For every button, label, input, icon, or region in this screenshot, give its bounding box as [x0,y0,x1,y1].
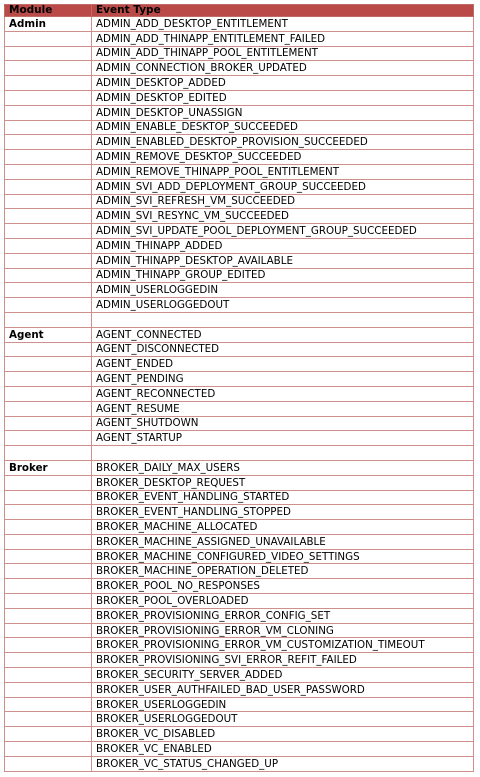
table-row [5,638,474,653]
table-row [5,90,474,105]
module-cell [5,312,92,327]
module-cell [5,31,92,46]
header-event-type: Event Type [92,5,474,17]
table-row [5,756,474,771]
module-cell [5,697,92,712]
module-cell [5,534,92,549]
module-cell [5,579,92,594]
module-cell [5,727,92,742]
table-row [5,579,474,594]
module-cell [5,505,92,520]
module-cell: Agent [5,327,92,342]
module-cell [5,76,92,91]
table-row [5,224,474,239]
module-cell [5,268,92,283]
event-type-cell: ADMIN_CONNECTION_BROKER_UPDATED [92,61,474,76]
event-type-cell: BROKER_DAILY_MAX_USERS [92,460,474,475]
event-type-cell: ADMIN_ADD_DESKTOP_ENTITLEMENT [92,17,474,32]
event-type-cell: BROKER_MACHINE_ASSIGNED_UNAVAILABLE [92,534,474,549]
module-cell [5,564,92,579]
table-row [5,446,474,461]
table-row [5,298,474,313]
table-row [5,431,474,446]
table-row [5,549,474,564]
module-cell [5,756,92,771]
table-row [5,712,474,727]
module-cell [5,61,92,76]
event-type-cell: AGENT_PENDING [92,372,474,387]
module-cell [5,283,92,298]
event-table [4,4,474,772]
table-row [5,682,474,697]
table-row [5,209,474,224]
event-type-cell: ADMIN_USERLOGGEDOUT [92,298,474,313]
table-row [5,416,474,431]
module-cell [5,135,92,150]
table-row [5,120,474,135]
module-cell [5,253,92,268]
table-row [5,594,474,609]
module-cell [5,638,92,653]
module-cell: Admin [5,17,92,32]
event-type-cell: BROKER_MACHINE_ALLOCATED [92,520,474,535]
module-cell [5,608,92,623]
table-row [5,727,474,742]
event-type-cell: AGENT_RECONNECTED [92,386,474,401]
table-row [5,386,474,401]
table-row [5,520,474,535]
event-type-cell: BROKER_USERLOGGEDIN [92,697,474,712]
table-row [5,135,474,150]
event-type-cell: BROKER_USERLOGGEDOUT [92,712,474,727]
module-cell [5,682,92,697]
table-row [5,46,474,61]
event-type-cell: BROKER_PROVISIONING_ERROR_VM_CLONING [92,623,474,638]
table-row [5,490,474,505]
table-row [5,179,474,194]
table-row [5,150,474,165]
module-cell [5,238,92,253]
table-row [5,668,474,683]
module-cell [5,742,92,757]
event-type-cell: ADMIN_ADD_THINAPP_ENTITLEMENT_FAILED [92,31,474,46]
module-cell [5,475,92,490]
table-row [5,505,474,520]
event-type-cell: AGENT_SHUTDOWN [92,416,474,431]
table-row [5,105,474,120]
event-type-cell [92,446,474,461]
event-type-cell: ADMIN_REMOVE_DESKTOP_SUCCEEDED [92,150,474,165]
event-type-cell: ADMIN_THINAPP_DESKTOP_AVAILABLE [92,253,474,268]
table-row [5,194,474,209]
table-row [5,357,474,372]
module-cell [5,594,92,609]
event-type-cell: AGENT_DISCONNECTED [92,342,474,357]
table-row [5,17,474,32]
event-type-cell: BROKER_VC_DISABLED [92,727,474,742]
event-type-cell: ADMIN_SVI_UPDATE_POOL_DEPLOYMENT_GROUP_SUCCEEDED [92,224,474,239]
module-cell [5,120,92,135]
module-cell [5,490,92,505]
event-table-container [4,4,473,772]
module-cell [5,431,92,446]
event-type-cell: ADMIN_REMOVE_THINAPP_POOL_ENTITLEMENT [92,164,474,179]
table-row [5,164,474,179]
event-type-cell: ADMIN_ENABLE_DESKTOP_SUCCEEDED [92,120,474,135]
event-type-cell: BROKER_POOL_OVERLOADED [92,594,474,609]
table-row [5,61,474,76]
module-cell [5,179,92,194]
event-type-cell: BROKER_PROVISIONING_ERROR_VM_CUSTOMIZATION_TIMEOUT [92,638,474,653]
table-row [5,460,474,475]
table-row [5,283,474,298]
module-cell [5,653,92,668]
event-type-cell: BROKER_VC_ENABLED [92,742,474,757]
module-cell [5,46,92,61]
event-type-cell: BROKER_MACHINE_CONFIGURED_VIDEO_SETTINGS [92,549,474,564]
module-cell [5,446,92,461]
table-row [5,653,474,668]
event-type-cell: AGENT_RESUME [92,401,474,416]
module-cell [5,623,92,638]
event-type-cell: ADMIN_THINAPP_GROUP_EDITED [92,268,474,283]
event-type-cell: ADMIN_DESKTOP_EDITED [92,90,474,105]
event-type-cell: BROKER_EVENT_HANDLING_STOPPED [92,505,474,520]
table-row [5,564,474,579]
event-type-cell: ADMIN_SVI_RESYNC_VM_SUCCEEDED [92,209,474,224]
event-type-cell: ADMIN_ENABLED_DESKTOP_PROVISION_SUCCEEDED [92,135,474,150]
table-row [5,401,474,416]
header-module: Module [5,5,92,17]
event-type-cell: BROKER_MACHINE_OPERATION_DELETED [92,564,474,579]
event-type-cell: ADMIN_DESKTOP_UNASSIGN [92,105,474,120]
module-cell [5,164,92,179]
module-cell: Broker [5,460,92,475]
event-type-cell: ADMIN_ADD_THINAPP_POOL_ENTITLEMENT [92,46,474,61]
module-cell [5,549,92,564]
module-cell [5,150,92,165]
module-cell [5,357,92,372]
module-cell [5,372,92,387]
table-row [5,475,474,490]
module-cell [5,712,92,727]
module-cell [5,386,92,401]
module-cell [5,520,92,535]
table-row [5,372,474,387]
event-type-cell: BROKER_SECURITY_SERVER_ADDED [92,668,474,683]
event-type-cell: AGENT_CONNECTED [92,327,474,342]
table-row [5,238,474,253]
table-body [5,17,474,772]
table-row [5,76,474,91]
event-type-cell: ADMIN_THINAPP_ADDED [92,238,474,253]
module-cell [5,401,92,416]
event-type-cell [92,312,474,327]
table-header-row [5,5,474,17]
module-cell [5,209,92,224]
module-cell [5,668,92,683]
event-type-cell: AGENT_ENDED [92,357,474,372]
event-type-cell: BROKER_EVENT_HANDLING_STARTED [92,490,474,505]
event-type-cell: ADMIN_USERLOGGEDIN [92,283,474,298]
event-type-cell: BROKER_DESKTOP_REQUEST [92,475,474,490]
table-row [5,253,474,268]
event-type-cell: ADMIN_SVI_ADD_DEPLOYMENT_GROUP_SUCCEEDED [92,179,474,194]
module-cell [5,224,92,239]
event-type-cell: ADMIN_DESKTOP_ADDED [92,76,474,91]
module-cell [5,416,92,431]
event-type-cell: AGENT_STARTUP [92,431,474,446]
module-cell [5,194,92,209]
event-type-cell: ADMIN_SVI_REFRESH_VM_SUCCEEDED [92,194,474,209]
module-cell [5,298,92,313]
table-row [5,742,474,757]
module-cell [5,105,92,120]
table-row [5,608,474,623]
table-row [5,312,474,327]
event-type-cell: BROKER_POOL_NO_RESPONSES [92,579,474,594]
event-type-cell: BROKER_VC_STATUS_CHANGED_UP [92,756,474,771]
event-type-cell: BROKER_PROVISIONING_SVI_ERROR_REFIT_FAILED [92,653,474,668]
table-row [5,534,474,549]
event-type-cell: BROKER_PROVISIONING_ERROR_CONFIG_SET [92,608,474,623]
table-row [5,31,474,46]
table-row [5,268,474,283]
table-row [5,697,474,712]
table-row [5,342,474,357]
table-row [5,623,474,638]
table-row [5,327,474,342]
event-type-cell: BROKER_USER_AUTHFAILED_BAD_USER_PASSWORD [92,682,474,697]
module-cell [5,342,92,357]
module-cell [5,90,92,105]
